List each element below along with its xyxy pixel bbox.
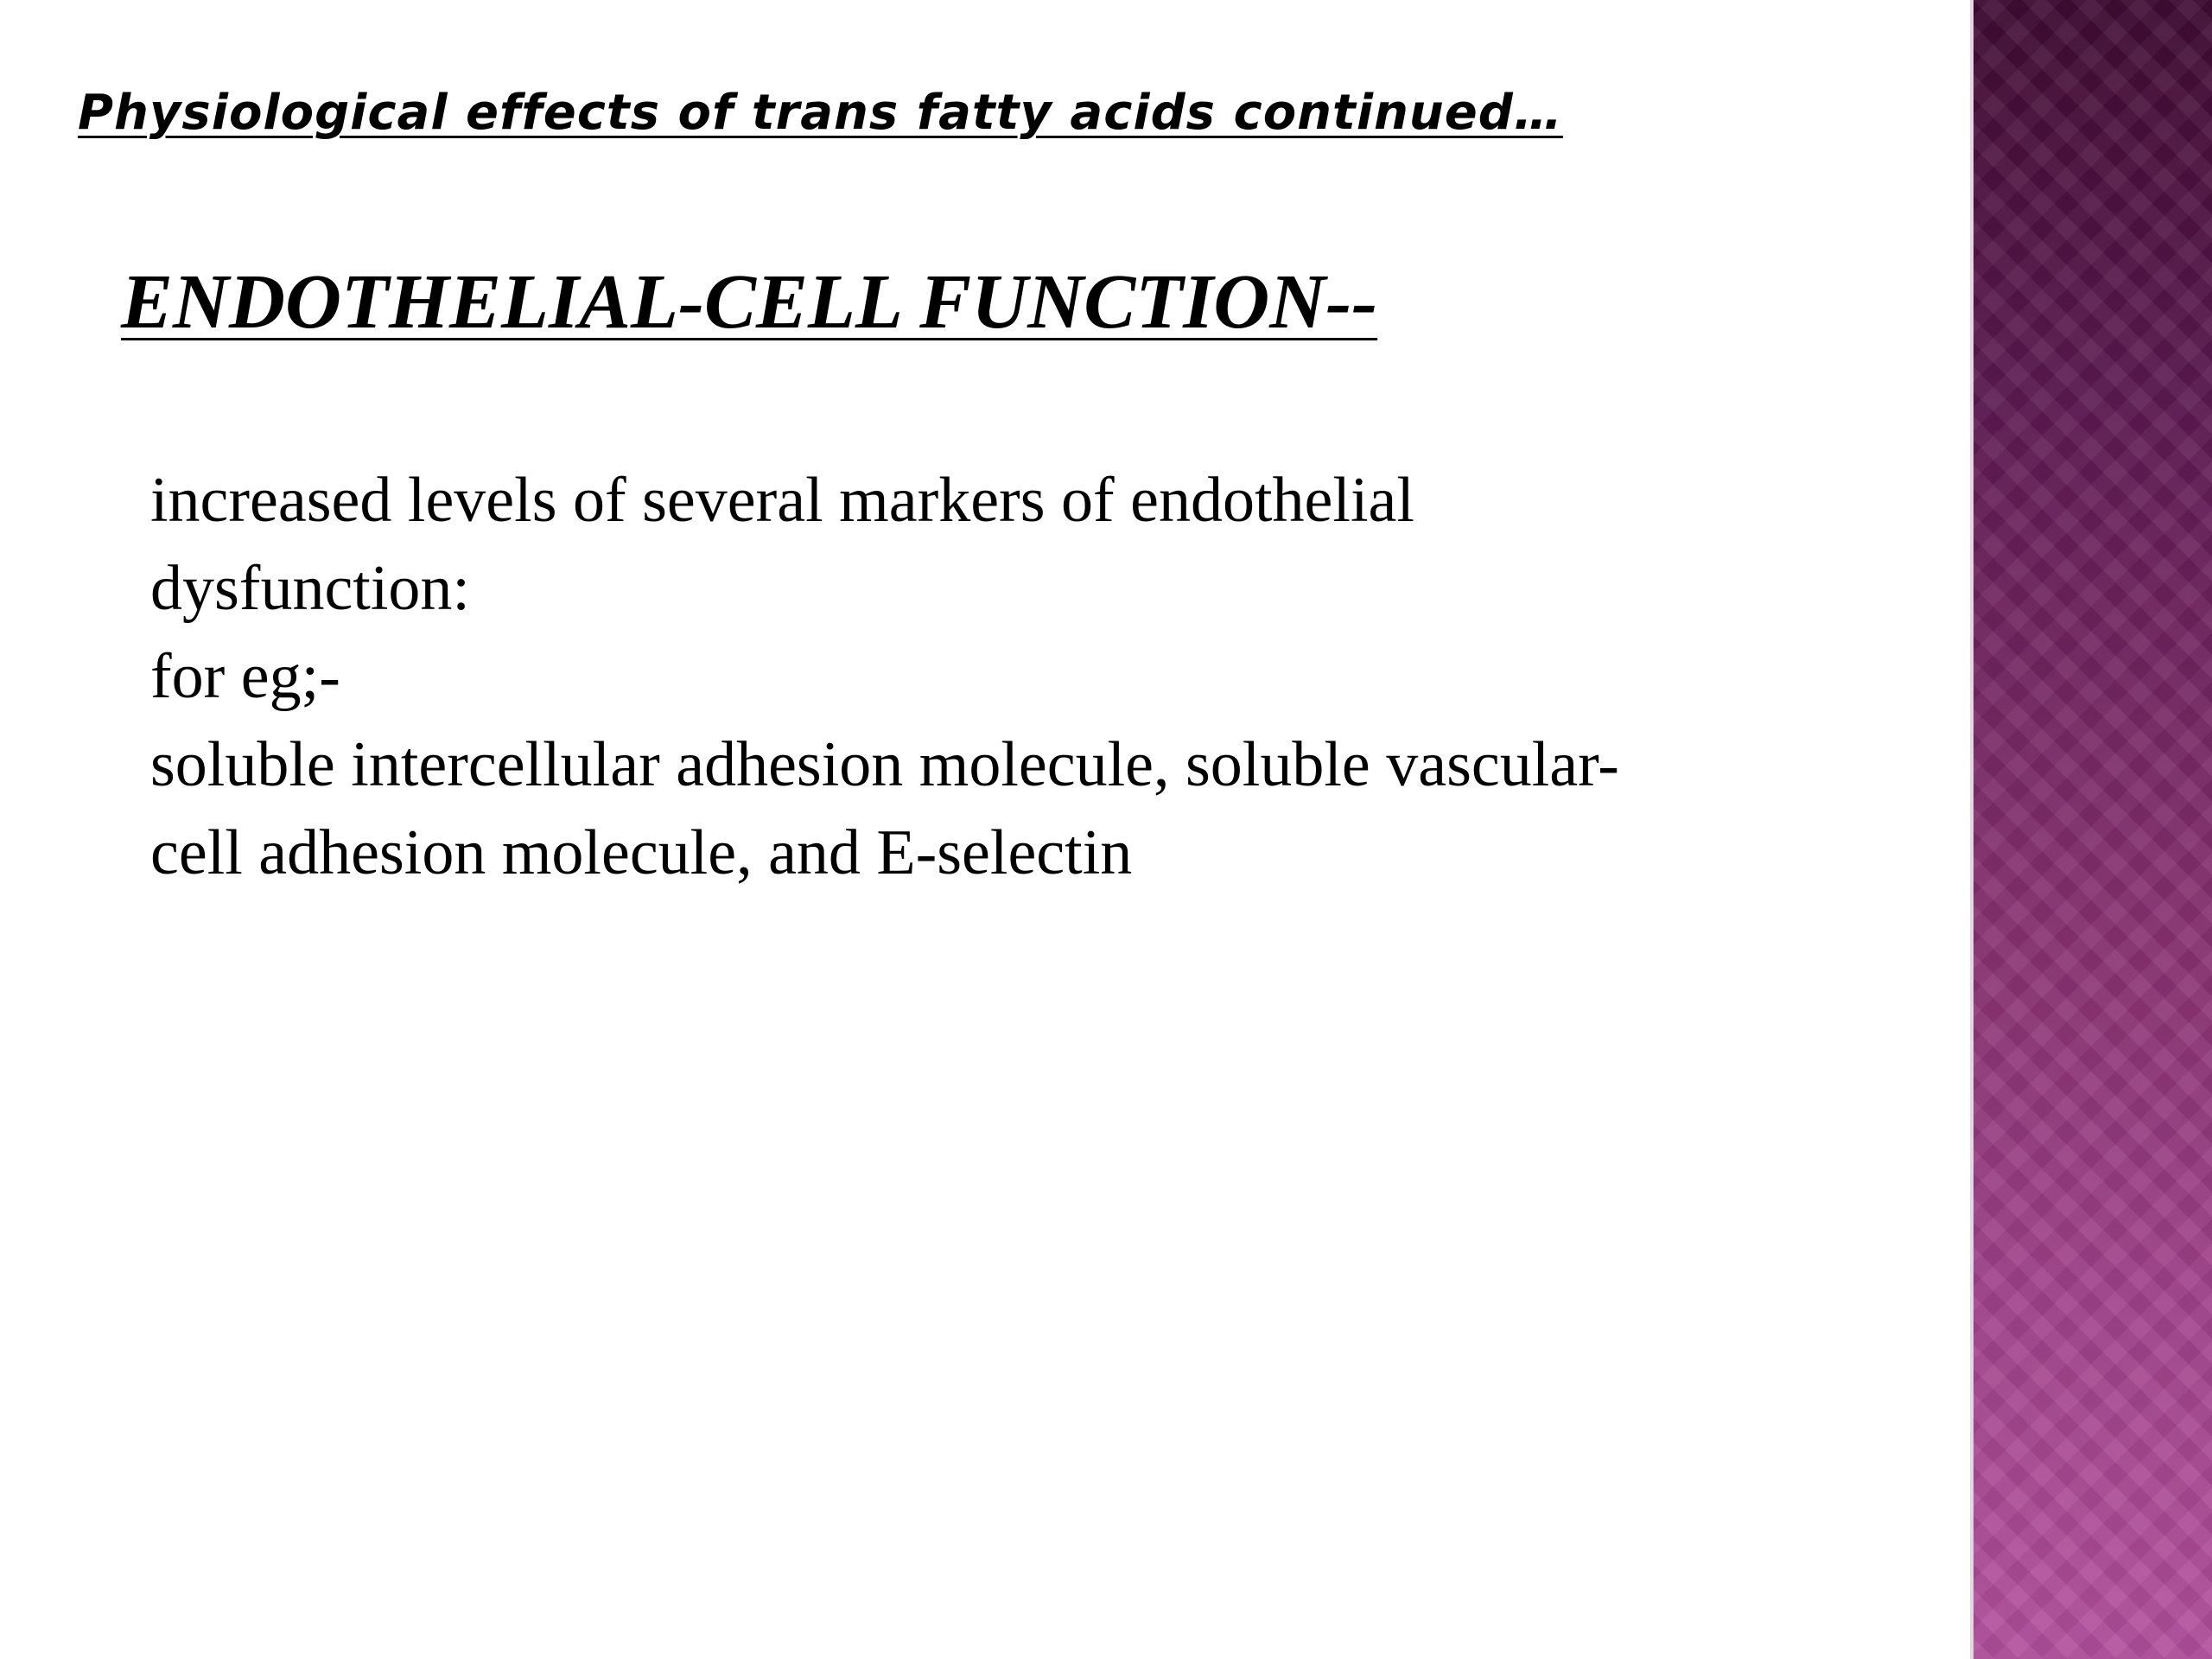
side-band-edge: [1970, 0, 1974, 1659]
decorative-side-band: [1970, 0, 2212, 1659]
section-title: ENDOTHELIAL-CELL FUNCTION--: [121, 259, 1378, 345]
body-line: dysfunction:: [150, 553, 470, 624]
slide-heading: Physiological effects of trans fatty acids continued…: [78, 85, 1563, 141]
body-line: for eg;-: [150, 641, 340, 712]
body-line: increased levels of several markers of endothelial: [150, 465, 1414, 536]
body-line: cell adhesion molecule, and E-selectin: [150, 817, 1133, 888]
body-text: [150, 456, 1948, 897]
body-line: soluble intercellular adhesion molecule, soluble vascular-: [150, 729, 1619, 800]
